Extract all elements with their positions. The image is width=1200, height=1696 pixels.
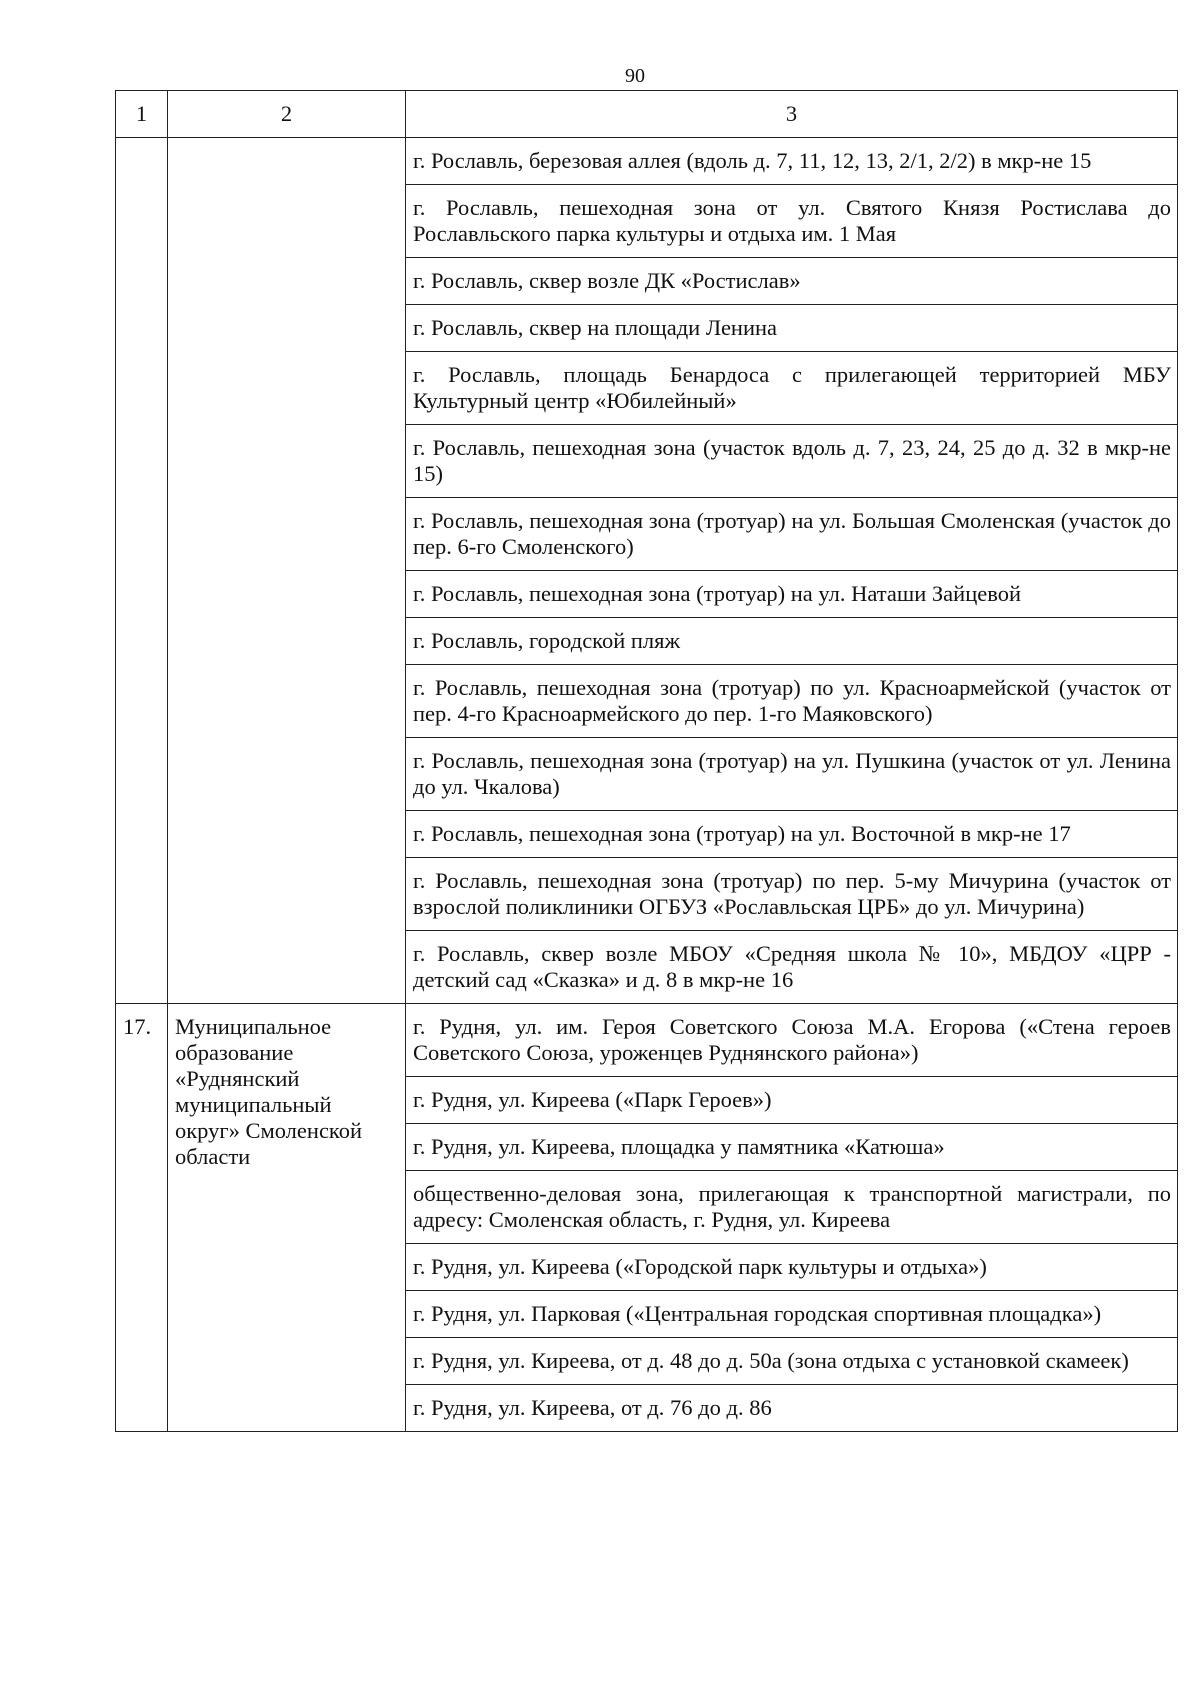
column-header-3: 3 — [406, 91, 1178, 138]
place-cell: г. Рославль, сквер на площади Ленина — [406, 305, 1178, 352]
column-header-2: 2 — [168, 91, 406, 138]
place-cell: г. Рославль, пешеходная зона (тротуар) по ул. Красноармейской (участок от пер. 4-го Красноармейского до пер. 1-го Маяковского) — [406, 665, 1178, 738]
place-cell: г. Рославль, городской пляж — [406, 618, 1178, 665]
place-cell: г. Рославль, пешеходная зона от ул. Святого Князя Ростислава до Рославльского парка культуры и отдыха им. 1 Мая — [406, 185, 1178, 258]
municipality-cell — [168, 138, 406, 1004]
place-cell: г. Рославль, сквер возле МБОУ «Средняя школа № 10», МБДОУ «ЦРР - детский сад «Сказка» и д. 8 в мкр-не 16 — [406, 931, 1178, 1004]
place-cell: г. Рославль, сквер возле ДК «Ростислав» — [406, 258, 1178, 305]
territories-table — [115, 90, 1178, 1432]
place-cell: г. Рославль, пешеходная зона (тротуар) на ул. Большая Смоленская (участок до пер. 6-го Смоленского) — [406, 498, 1178, 571]
place-cell: г. Рославль, пешеходная зона (тротуар) на ул. Наташи Зайцевой — [406, 571, 1178, 618]
place-cell: г. Рудня, ул. им. Героя Советского Союза М.А. Егорова («Стена героев Советского Союза, уроженцев Руднянского района») — [406, 1004, 1178, 1077]
place-cell: г. Рославль, площадь Бенардоса с прилегающей территорией МБУ Культурный центр «Юбилейный» — [406, 352, 1178, 425]
place-cell: г. Рославль, пешеходная зона (тротуар) по пер. 5-му Мичурина (участок от взрослой поликлиники ОГБУЗ «Рославльская ЦРБ» до ул. Мичурина) — [406, 858, 1178, 931]
column-header-1: 1 — [116, 91, 168, 138]
place-cell: общественно-деловая зона, прилегающая к транспортной магистрали, по адресу: Смоленская область, г. Рудня, ул. Киреева — [406, 1171, 1178, 1244]
place-cell: г. Рославль, пешеходная зона (участок вдоль д. 7, 23, 24, 25 до д. 32 в мкр-не 15) — [406, 425, 1178, 498]
place-cell: г. Рудня, ул. Киреева («Парк Героев») — [406, 1077, 1178, 1124]
place-cell: г. Рославль, березовая аллея (вдоль д. 7, 11, 12, 13, 2/1, 2/2) в мкр-не 15 — [406, 138, 1178, 185]
place-cell: г. Рославль, пешеходная зона (тротуар) на ул. Восточной в мкр-не 17 — [406, 811, 1178, 858]
table-row — [116, 138, 1178, 185]
place-cell: г. Рудня, ул. Киреева («Городской парк культуры и отдыха») — [406, 1244, 1178, 1291]
place-cell: г. Рудня, ул. Киреева, от д. 48 до д. 50а (зона отдыха с установкой скамеек) — [406, 1338, 1178, 1385]
municipality-cell: Муниципальное образование «Руднянский муниципальный округ» Смоленской области — [168, 1004, 406, 1432]
row-number-cell: 17. — [116, 1004, 168, 1432]
place-cell: г. Рудня, ул. Киреева, от д. 76 до д. 86 — [406, 1385, 1178, 1432]
place-cell: г. Рудня, ул. Киреева, площадка у памятника «Катюша» — [406, 1124, 1178, 1171]
table-row — [116, 1004, 1178, 1077]
page-number: 90 — [625, 65, 645, 87]
place-cell: г. Рославль, пешеходная зона (тротуар) на ул. Пушкина (участок от ул. Ленина до ул. Чкалова) — [406, 738, 1178, 811]
row-number-cell — [116, 138, 168, 1004]
place-cell: г. Рудня, ул. Парковая («Центральная городская спортивная площадка») — [406, 1291, 1178, 1338]
table-header-row — [116, 91, 1178, 138]
